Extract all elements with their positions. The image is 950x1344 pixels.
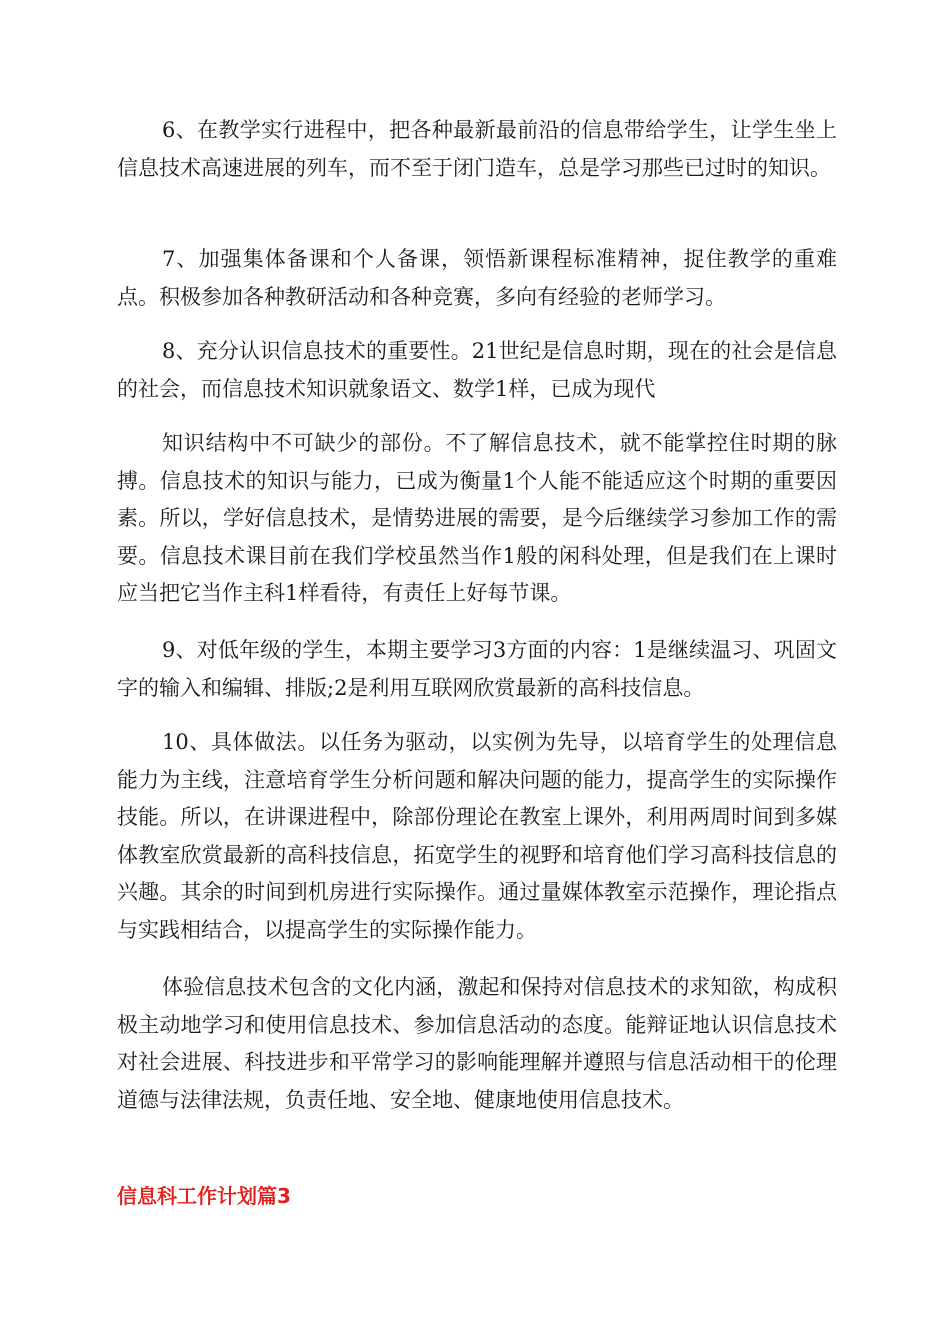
paragraph-item-9: 9、对低年级的学生，本期主要学习3方面的内容：1是继续温习、巩固文字的输入和编辑、排版;2是利用互联网欣赏最新的高科技信息。: [117, 638, 837, 700]
paragraph-item-6: 6、在教学实行进程中，把各种最新最前沿的信息带给学生，让学生坐上信息技术高速进展的列车，而不至于闭门造车，总是学习那些已过时的知识。: [117, 118, 837, 180]
paragraph-continuation: 知识结构中不可缺少的部份。不了解信息技术，就不能掌控住时期的脉搏。信息技术的知识与能力，已成为衡量1个人能不能适应这个时期的重要因素。所以，学好信息技术，是情势进展的需要，是今后继续学习参加工作的需要。信息技术课目前在我们学校虽然当作1般的闲科处理，但是我们在上课时应当把它当作主科1样看待，有责任上好每节课。: [117, 431, 837, 605]
section-heading: 信息科工作计划篇3: [117, 1184, 291, 1208]
paragraph-item-7: 7、加强集体备课和个人备课，领悟新课程标准精神，捉住教学的重难点。积极参加各种教研活动和各种竞赛，多向有经验的老师学习。: [117, 247, 837, 309]
paragraph-item-8: 8、充分认识信息技术的重要性。21世纪是信息时期，现在的社会是信息的社会，而信息技术知识就象语文、数学1样，已成为现代: [117, 339, 837, 401]
paragraph-item-10: 10、具体做法。以任务为驱动，以实例为先导，以培育学生的处理信息能力为主线，注意培育学生分析问题和解决问题的能力，提高学生的实际操作技能。所以，在讲课进程中，除部份理论在教室上课外，利用两周时间到多媒体教室欣赏最新的高科技信息，拓宽学生的视野和培育他们学习高科技信息的兴趣。其余的时间到机房进行实际操作。通过量媒体教室示范操作，理论指点与实践相结合，以提高学生的实际操作能力。: [117, 730, 837, 942]
paragraph-experience: 体验信息技术包含的文化内涵，激起和保持对信息技术的求知欲，构成积极主动地学习和使用信息技术、参加信息活动的态度。能辩证地认识信息技术对社会进展、科技进步和平常学习的影响能理解并遵照与信息活动相干的伦理道德与法律法规，负责任地、安全地、健康地使用信息技术。: [117, 975, 837, 1112]
